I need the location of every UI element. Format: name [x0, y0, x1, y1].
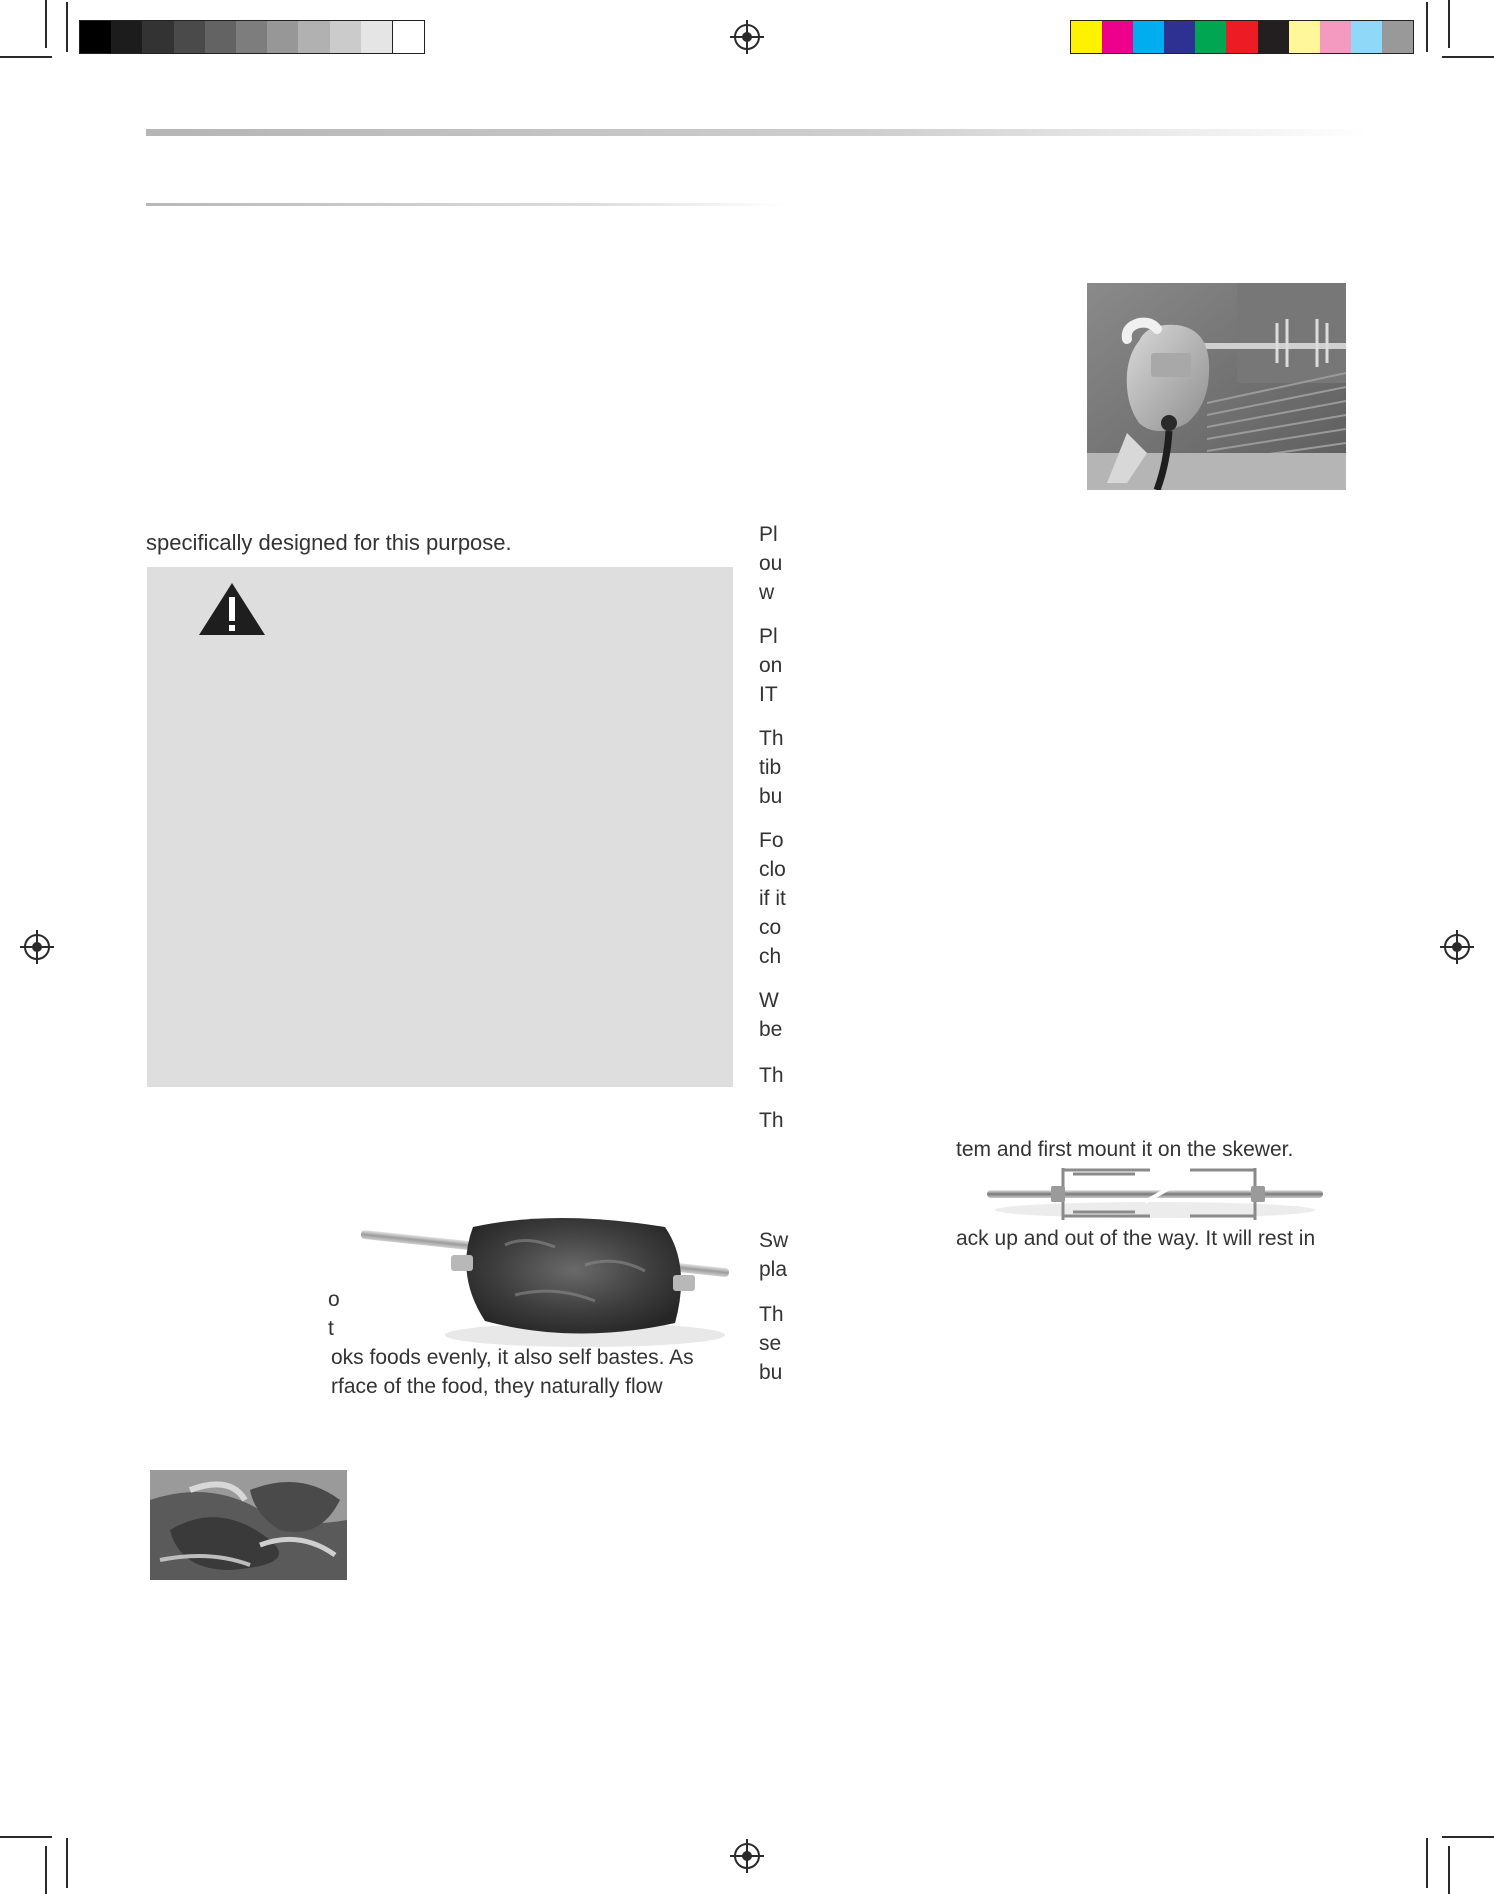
- registration-mark-icon: [24, 934, 50, 960]
- color-swatch: [1382, 21, 1413, 53]
- crop-mark: [1448, 0, 1450, 48]
- middle-column-fragment: tib: [759, 756, 782, 779]
- intro-text-tail: specifically designed for this purpose.: [146, 530, 512, 555]
- header-rule: [146, 129, 1368, 136]
- color-swatch: [80, 21, 111, 53]
- color-swatch: [1133, 21, 1164, 53]
- right-column-line: tem and first mount it on the skewer.: [956, 1138, 1294, 1161]
- middle-column-fragment: pla: [759, 1258, 788, 1281]
- crop-mark: [1442, 56, 1494, 58]
- color-swatch: [1258, 21, 1289, 53]
- registration-mark-icon: [734, 24, 760, 50]
- color-swatch: [205, 21, 236, 53]
- middle-column-fragment: Pl: [759, 625, 778, 648]
- crop-mark: [1448, 1846, 1450, 1894]
- middle-column-fragment: Th: [759, 1303, 784, 1326]
- middle-column-fragment: bu: [759, 785, 783, 808]
- middle-column-fragment: ch: [759, 945, 782, 968]
- left-lower-line: o: [328, 1288, 340, 1311]
- color-swatch: [267, 21, 298, 53]
- spit-fork-skewer-photo: [985, 1160, 1325, 1225]
- crop-mark: [45, 1846, 47, 1894]
- middle-column-fragment: ou: [759, 552, 783, 575]
- color-swatch: [1226, 21, 1257, 53]
- color-swatch: [1320, 21, 1351, 53]
- crop-mark: [1442, 1836, 1494, 1838]
- color-swatch: [236, 21, 267, 53]
- middle-column-fragment: be: [759, 1018, 783, 1041]
- color-swatch: [1071, 21, 1102, 53]
- warning-box: [147, 567, 733, 1087]
- middle-column-fragment: on: [759, 654, 783, 677]
- color-swatch: [330, 21, 361, 53]
- warning-triangle-icon: [197, 581, 267, 637]
- skewered-roast-photo: [355, 1205, 735, 1355]
- crop-mark: [1426, 1838, 1428, 1888]
- rotisserie-motor-photo: [1087, 283, 1346, 490]
- middle-column-fragment: Fo: [759, 829, 784, 852]
- color-swatch: [142, 21, 173, 53]
- color-swatch: [111, 21, 142, 53]
- crop-mark: [1426, 2, 1428, 52]
- sliced-roast-photo: [150, 1470, 347, 1580]
- middle-column-fragment: Th: [759, 1064, 784, 1087]
- left-lower-line: rface of the food, they naturally flow: [331, 1375, 663, 1398]
- color-swatch: [1164, 21, 1195, 53]
- middle-column-fragment: co: [759, 916, 782, 939]
- middle-column-fragment: w: [759, 581, 775, 604]
- color-swatch: [1289, 21, 1320, 53]
- middle-column-fragment: clo: [759, 858, 786, 881]
- middle-column-fragment: IT: [759, 683, 778, 706]
- color-swatch: [1102, 21, 1133, 53]
- color-swatch: [174, 21, 205, 53]
- color-swatch: [392, 21, 424, 53]
- color-swatch: [1195, 21, 1226, 53]
- middle-column-fragment: W: [759, 989, 779, 1012]
- middle-column-fragment: Th: [759, 727, 784, 750]
- middle-column-fragment: se: [759, 1332, 782, 1355]
- color-swatch: [1351, 21, 1382, 53]
- middle-column-fragment: if it: [759, 887, 786, 910]
- middle-column-fragment: Pl: [759, 523, 778, 546]
- middle-column-fragment: bu: [759, 1361, 783, 1384]
- crop-mark: [0, 1836, 52, 1838]
- left-lower-line: oks foods evenly, it also self bastes. As: [331, 1346, 694, 1369]
- color-swatch: [361, 21, 392, 53]
- crop-mark: [66, 2, 68, 52]
- right-column-line: ack up and out of the way. It will rest in: [956, 1227, 1316, 1250]
- middle-column-fragment: Th: [759, 1109, 784, 1132]
- color-swatch: [298, 21, 329, 53]
- crop-mark: [0, 56, 52, 58]
- crop-mark: [45, 0, 47, 48]
- process-color-bar: [1070, 20, 1414, 54]
- crop-mark: [66, 1838, 68, 1888]
- registration-mark-icon: [1444, 934, 1470, 960]
- registration-mark-icon: [734, 1843, 760, 1869]
- grayscale-color-bar: [79, 20, 425, 54]
- left-lower-line: t: [328, 1317, 334, 1340]
- subheader-rule: [146, 203, 786, 206]
- middle-column-fragment: Sw: [759, 1229, 789, 1252]
